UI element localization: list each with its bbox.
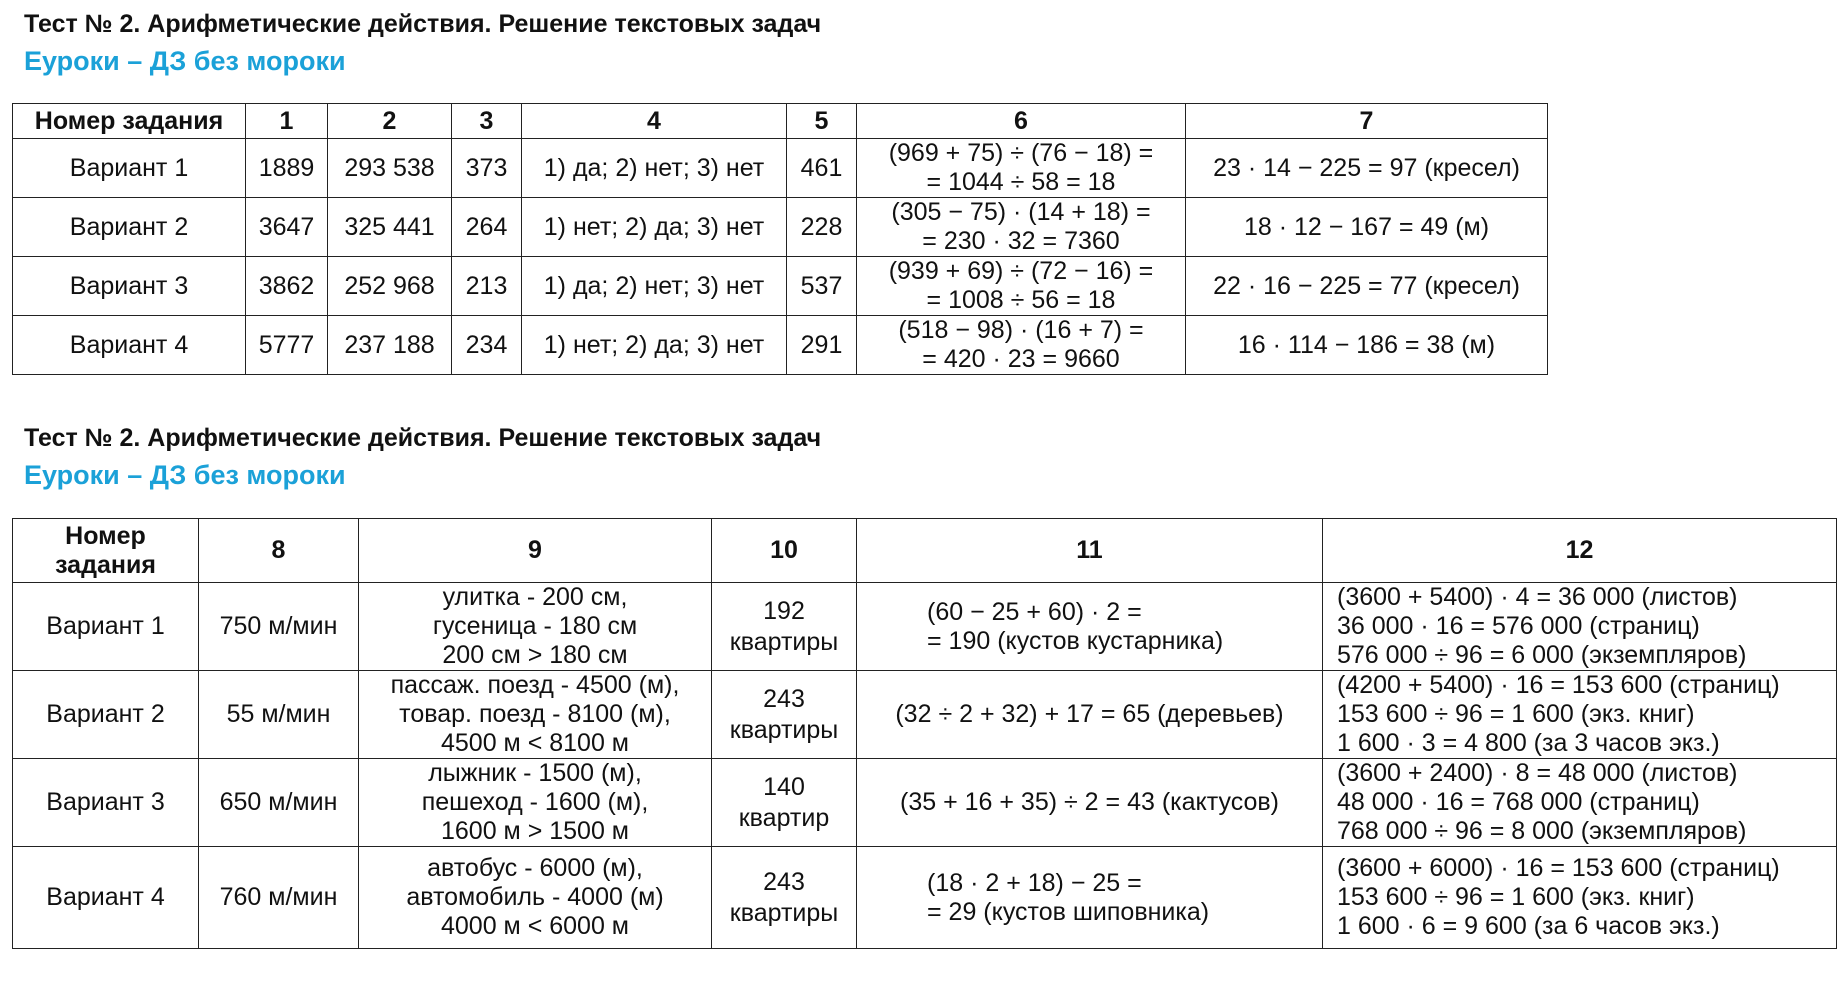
expression-line: (518 − 98) · (16 + 7) = (898, 316, 1144, 344)
answer-c4: 1) да; 2) нет; 3) нет (522, 139, 787, 198)
expression-line: 1 600 · 6 = 9 600 (за 6 часов экз.) (1337, 912, 1720, 940)
header-task-3: 3 (452, 104, 522, 139)
answer-c8: 55 м/мин (199, 671, 359, 759)
expression-line: = 420 · 23 = 9660 (922, 345, 1120, 373)
header-task-number: Номер задания (13, 104, 246, 139)
expression-line: = 1044 ÷ 58 = 18 (926, 168, 1116, 196)
answer-c5: 228 (787, 198, 857, 257)
header-task-number-label: Номер задания (55, 521, 156, 579)
answer-c3: 234 (452, 316, 522, 375)
expression-line: (3600 + 2400) · 8 = 48 000 (листов) (1337, 759, 1738, 787)
answer-c8: 650 м/мин (199, 759, 359, 847)
expression-line: 576 000 ÷ 96 = 6 000 (экземпляров) (1337, 641, 1747, 669)
answer-line: 4000 м < 6000 м (441, 912, 629, 940)
answer-c1: 5777 (246, 316, 328, 375)
variant-label: Вариант 3 (13, 257, 246, 316)
header-task-1: 1 (246, 104, 328, 139)
answer-c5: 291 (787, 316, 857, 375)
answer-c6 (857, 316, 1186, 375)
answer-c6 (857, 198, 1186, 257)
expression-line: (3600 + 5400) · 4 = 36 000 (листов) (1337, 583, 1738, 611)
header-task-4: 4 (522, 104, 787, 139)
expression-line: = 230 · 32 = 7360 (922, 227, 1120, 255)
expression-line: = 1008 ÷ 56 = 18 (926, 286, 1116, 314)
answer-line: 140 (763, 772, 805, 801)
table-row (13, 583, 1837, 671)
section1-title: Тест № 2. Арифметические действия. Решение текстовых задач (24, 10, 822, 38)
variant-label: Вариант 1 (13, 139, 246, 198)
answers-table-2 (12, 518, 1837, 949)
table1-header-row (13, 104, 1548, 139)
variant-label: Вариант 3 (13, 759, 199, 847)
answer-line: квартиры (729, 715, 839, 744)
header-task-7: 7 (1186, 104, 1548, 139)
answer-c4: 1) да; 2) нет; 3) нет (522, 257, 787, 316)
answer-c12 (1323, 671, 1837, 759)
answer-c10 (712, 671, 857, 759)
answer-line: квартиры (729, 627, 839, 656)
table-row (13, 139, 1548, 198)
expression-line: 153 600 ÷ 96 = 1 600 (экз. книг) (1337, 700, 1695, 728)
answer-c4: 1) нет; 2) да; 3) нет (522, 316, 787, 375)
expression-line: (969 + 75) ÷ (76 − 18) = (888, 139, 1154, 167)
answer-line: автобус - 6000 (м), (427, 854, 643, 882)
header-task-8: 8 (199, 519, 359, 583)
answer-c9 (359, 847, 712, 949)
answer-c2: 252 968 (328, 257, 452, 316)
header-task-number (13, 519, 199, 583)
variant-label: Вариант 2 (13, 198, 246, 257)
answer-c1: 1889 (246, 139, 328, 198)
table-row (13, 198, 1548, 257)
answer-c8: 750 м/мин (199, 583, 359, 671)
table-row (13, 316, 1548, 375)
expression-line: 153 600 ÷ 96 = 1 600 (экз. книг) (1337, 883, 1695, 911)
answer-c6 (857, 139, 1186, 198)
expression-line: (4200 + 5400) · 16 = 153 600 (страниц) (1337, 671, 1780, 699)
expression-line: 1 600 · 3 = 4 800 (за 3 часов экз.) (1337, 729, 1720, 757)
expression-line: (3600 + 6000) · 16 = 153 600 (страниц) (1337, 854, 1780, 882)
answer-line: 243 (763, 867, 805, 896)
answers-table-1 (12, 103, 1548, 375)
section2-subtitle: Еуроки – ДЗ без мороки (24, 460, 346, 490)
header-task-9: 9 (359, 519, 712, 583)
answer-line: 1600 м > 1500 м (441, 817, 629, 845)
answer-line: пешеход - 1600 (м), (421, 788, 649, 816)
variant-label: Вариант 4 (13, 316, 246, 375)
answer-c11 (857, 759, 1323, 847)
answer-c9 (359, 759, 712, 847)
answer-line: лыжник - 1500 (м), (428, 759, 642, 787)
answer-c5: 461 (787, 139, 857, 198)
answer-line: 200 см > 180 см (442, 641, 628, 669)
expression-line: 36 000 · 16 = 576 000 (страниц) (1337, 612, 1700, 640)
table-row (13, 671, 1837, 759)
expression-line: = 190 (кустов кустарника) (927, 626, 1224, 655)
answer-c3: 213 (452, 257, 522, 316)
table2-header-row (13, 519, 1837, 583)
answer-c7: 16 · 114 − 186 = 38 (м) (1186, 316, 1548, 375)
expression-line: (32 ÷ 2 + 32) + 17 = 65 (деревьев) (895, 700, 1284, 728)
answer-c7: 23 · 14 − 225 = 97 (кресел) (1186, 139, 1548, 198)
answer-line: автомобиль - 4000 (м) (406, 883, 664, 911)
answer-c10 (712, 759, 857, 847)
expression-line: (35 + 16 + 35) ÷ 2 = 43 (кактусов) (900, 788, 1279, 816)
answer-c12 (1323, 847, 1837, 949)
answer-c11 (857, 583, 1323, 671)
answer-c6 (857, 257, 1186, 316)
expression-line: 48 000 · 16 = 768 000 (страниц) (1337, 788, 1700, 816)
expression-line: 768 000 ÷ 96 = 8 000 (экземпляров) (1337, 817, 1747, 845)
answer-line: 243 (763, 684, 805, 713)
answer-c7: 18 · 12 − 167 = 49 (м) (1186, 198, 1548, 257)
answer-c12 (1323, 759, 1837, 847)
answer-c2: 237 188 (328, 316, 452, 375)
expression-line: (305 − 75) · (14 + 18) = (891, 198, 1151, 226)
header-task-6: 6 (857, 104, 1186, 139)
answer-line: 4500 м < 8100 м (441, 729, 629, 757)
answer-c11 (857, 847, 1323, 949)
answer-c7: 22 · 16 − 225 = 77 (кресел) (1186, 257, 1548, 316)
header-task-10: 10 (712, 519, 857, 583)
answer-line: товар. поезд - 8100 (м), (399, 700, 671, 728)
answer-line: 192 (763, 596, 805, 625)
table-row (13, 759, 1837, 847)
header-task-12: 12 (1323, 519, 1837, 583)
answer-c9 (359, 671, 712, 759)
header-task-11: 11 (857, 519, 1323, 583)
answer-c2: 325 441 (328, 198, 452, 257)
answer-line: улитка - 200 см, (442, 583, 628, 611)
header-task-5: 5 (787, 104, 857, 139)
section2-title: Тест № 2. Арифметические действия. Решение текстовых задач (24, 424, 822, 452)
answer-c9 (359, 583, 712, 671)
answer-c4: 1) нет; 2) да; 3) нет (522, 198, 787, 257)
table-row (13, 847, 1837, 949)
header-task-2: 2 (328, 104, 452, 139)
answer-c3: 264 (452, 198, 522, 257)
answer-c12 (1323, 583, 1837, 671)
expression-line: (939 + 69) ÷ (72 − 16) = (888, 257, 1154, 285)
answer-line: квартиры (729, 898, 839, 927)
variant-label: Вариант 4 (13, 847, 199, 949)
answer-c5: 537 (787, 257, 857, 316)
answer-line: пассаж. поезд - 4500 (м), (390, 671, 680, 699)
answer-c11 (857, 671, 1323, 759)
answer-c1: 3647 (246, 198, 328, 257)
variant-label: Вариант 2 (13, 671, 199, 759)
answer-c10 (712, 847, 857, 949)
answer-c10 (712, 583, 857, 671)
answer-c8: 760 м/мин (199, 847, 359, 949)
expression-line: = 29 (кустов шиповника) (927, 897, 1210, 926)
answer-c2: 293 538 (328, 139, 452, 198)
section1-subtitle: Еуроки – ДЗ без мороки (24, 46, 346, 76)
variant-label: Вариант 1 (13, 583, 199, 671)
answer-line: гусеница - 180 см (432, 612, 638, 640)
answer-c3: 373 (452, 139, 522, 198)
expression-line: (18 · 2 + 18) − 25 = (927, 868, 1142, 897)
answer-c1: 3862 (246, 257, 328, 316)
expression-line: (60 − 25 + 60) · 2 = (927, 597, 1142, 626)
table-row (13, 257, 1548, 316)
answer-line: квартир (738, 803, 830, 832)
